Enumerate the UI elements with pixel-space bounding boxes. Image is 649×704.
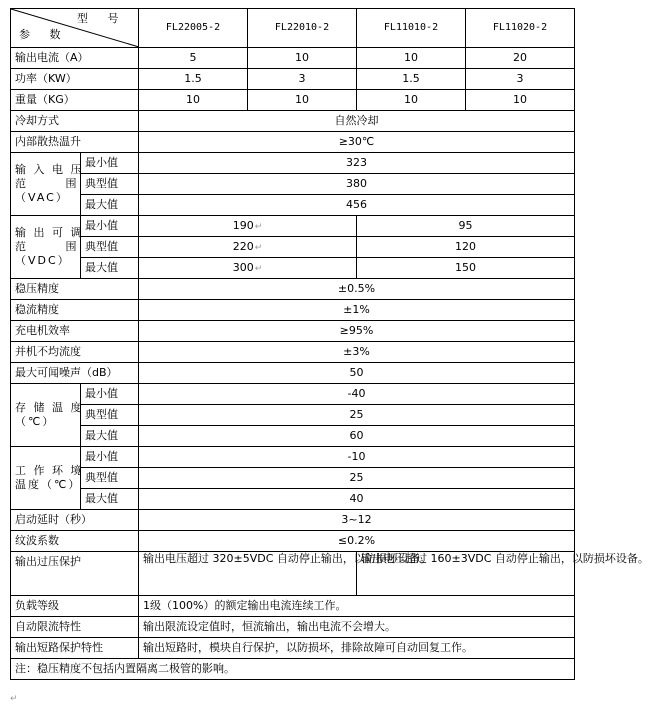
spec-table-container [10,8,649,680]
value-cell: 456 [139,195,575,216]
value-cell-right: 95 [357,216,575,237]
row-storage-max [11,426,575,447]
value-cell: 25 [139,468,575,489]
value-cell: 5 [139,48,248,69]
label-line: 范 围 [15,177,95,190]
value-ripple: ≤0.2% [139,531,575,552]
row-output-typ [11,237,575,258]
row-cooling [11,111,575,132]
value-temp-rise: ≥30℃ [139,132,575,153]
value-cell: 40 [139,489,575,510]
label-current-precision: 稳流精度 [11,300,139,321]
row-output-current [11,48,575,69]
sub-label: 典型值 [81,237,139,258]
model-header-1: FL22005-2 [139,9,248,48]
row-voltage-precision [11,279,575,300]
row-note [11,659,575,680]
label-short-protect: 输出短路保护特性 [11,638,139,659]
label-ovp: 输出过压保护 [11,552,139,596]
row-storage-min [11,384,575,405]
value-cell: 10 [139,90,248,111]
label-efficiency: 充电机效率 [11,321,139,342]
label-line: 工 作 环 境 [15,464,84,477]
label-ripple: 纹波系数 [11,531,139,552]
label-sharing: 并机不均流度 [11,342,139,363]
label-line: 温度（℃） [15,478,82,491]
model-header-4: FL11020-2 [466,9,575,48]
sub-label: 最大值 [81,195,139,216]
label-output-current: 输出电流（A） [11,48,139,69]
row-input-min [11,153,575,174]
value-noise: 50 [139,363,575,384]
spec-table [10,8,649,680]
value-cell-left [139,258,357,279]
diagonal-header-cell [11,9,139,48]
label-temp-rise: 内部散热温升 [11,132,139,153]
value-cell: 10 [466,90,575,111]
value-cell: 1.5 [357,69,466,90]
value-cell-left [139,237,357,258]
sub-label: 最大值 [81,258,139,279]
label-input-range [11,153,95,216]
return-icon: ↵ [254,242,263,253]
sub-label: 典型值 [81,468,139,489]
row-work-min [11,447,575,468]
label-line: 输 出 可 调 [15,226,84,239]
row-input-typ [11,174,575,195]
value-current-precision: ±1% [139,300,575,321]
label-noise: 最大可闻噪声（dB） [11,363,139,384]
header-param-label: 参 数 [19,28,69,41]
row-temp-rise [11,132,575,153]
header-model-label: 型 号 [77,12,127,25]
sub-label: 典型值 [81,405,139,426]
value-efficiency: ≥95% [139,321,575,342]
return-icon: ↵ [254,221,263,232]
value-cell: 60 [139,426,575,447]
value-cell-right: 120 [357,237,575,258]
label-cooling: 冷却方式 [11,111,139,132]
value-cell-right: 150 [357,258,575,279]
label-startup: 启动延时（秒） [11,510,139,531]
value-ovp-right: 输出电压超过 160±3VDC 自动停止输出，以防损坏设备。 [357,552,575,596]
row-work-typ [11,468,575,489]
value-cell: -10 [139,447,575,468]
row-storage-typ [11,405,575,426]
row-ripple [11,531,575,552]
return-icon: ↵ [254,263,263,274]
note-text: 注：稳压精度不包括内置隔离二极管的影响。 [11,659,575,680]
sub-label: 最小值 [81,153,139,174]
sub-label: 最大值 [81,426,139,447]
value-cell: -40 [139,384,575,405]
value-text: 220 [232,239,254,253]
value-cell-left [139,216,357,237]
value-cell: 380 [139,174,575,195]
label-work-temp [11,447,84,510]
paragraph-mark-icon: ↵ [10,694,18,704]
row-startup [11,510,575,531]
value-load-level: 1级（100%）的额定输出电流连续工作。 [139,596,575,617]
value-cell: 3 [466,69,575,90]
row-ovp [11,552,575,596]
row-efficiency [11,321,575,342]
value-cooling: 自然冷却 [139,111,575,132]
label-line: （VDC） [15,254,71,267]
row-work-max [11,489,575,510]
value-cell: 10 [248,90,357,111]
row-noise [11,363,575,384]
value-ovp-left: 输出电压超过 320±5VDC 自动停止输出，以防损坏设备。 [139,552,357,596]
row-current-precision [11,300,575,321]
sub-label: 典型值 [81,174,139,195]
model-header-3: FL11010-2 [357,9,466,48]
row-weight [11,90,575,111]
row-output-max [11,258,575,279]
value-text: 300 [232,260,254,274]
value-cell: 10 [248,48,357,69]
label-line: 存 储 温 度 [15,401,84,414]
row-load-level [11,596,575,617]
value-cell: 323 [139,153,575,174]
value-cell: 10 [357,90,466,111]
label-weight: 重量（KG） [11,90,139,111]
value-cell: 3 [248,69,357,90]
sub-label: 最小值 [81,384,139,405]
sub-label: 最小值 [81,447,139,468]
header-row [11,9,575,48]
label-line: （VAC） [15,191,69,204]
value-voltage-precision: ±0.5% [139,279,575,300]
value-cell: 25 [139,405,575,426]
label-current-limit: 自动限流特性 [11,617,139,638]
label-load-level: 负载等级 [11,596,139,617]
value-text: 190 [232,218,254,232]
row-output-min [11,216,575,237]
label-storage-temp [11,384,84,447]
value-cell: 10 [357,48,466,69]
value-short-protect: 输出短路时，模块自行保护，以防损坏，排除故障可自动回复工作。 [139,638,575,659]
sub-label: 最大值 [81,489,139,510]
row-input-max [11,195,575,216]
value-cell: 1.5 [139,69,248,90]
label-output-range [11,216,95,279]
value-startup: 3~12 [139,510,575,531]
row-current-limit [11,617,575,638]
value-current-limit: 输出限流设定值时，恒流输出，输出电流不会增大。 [139,617,575,638]
value-sharing: ±3% [139,342,575,363]
row-sharing [11,342,575,363]
label-line: （℃） [15,415,56,428]
model-header-2: FL22010-2 [248,9,357,48]
label-line: 范 围 [15,240,95,253]
sub-label: 最小值 [81,216,139,237]
row-short-protect [11,638,575,659]
value-cell: 20 [466,48,575,69]
label-voltage-precision: 稳压精度 [11,279,139,300]
label-power: 功率（KW） [11,69,139,90]
label-line: 输 入 电 压 [15,163,84,176]
row-power [11,69,575,90]
